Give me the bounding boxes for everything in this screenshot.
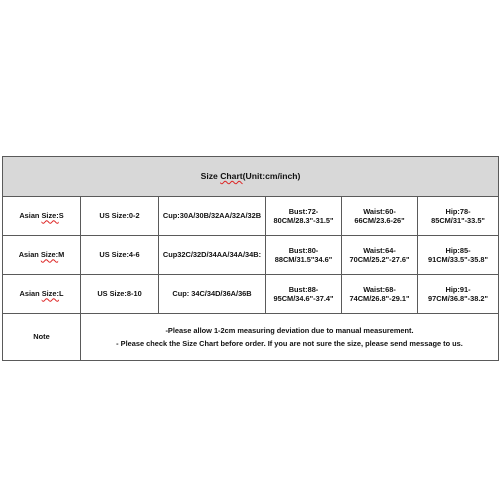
note-line-1: -Please allow 1-2cm measuring deviation due to manual measurement. — [165, 326, 414, 336]
bust-cell: Bust:72-80CM/28.3"-31.5" — [266, 197, 342, 236]
size-row-l — [3, 275, 499, 314]
us-size-cell: US Size:4-6 — [81, 236, 159, 275]
us-size-cell: US Size:8-10 — [81, 275, 159, 314]
bust-cell: Bust:80-88CM/31.5"34.6" — [266, 236, 342, 275]
cup-size-cell: Cup:30A/30B/32AA/32A/32B — [159, 197, 266, 236]
size-row-s — [3, 197, 499, 236]
title-row — [3, 157, 499, 197]
cup-size-cell: Cup32C/32D/34AA/34A/34B: — [159, 236, 266, 275]
note-text — [81, 314, 499, 361]
hip-cell: Hip:91-97CM/36.8"-38.2" — [418, 275, 499, 314]
us-size-cell: US Size:0-2 — [81, 197, 159, 236]
waist-cell: Waist:68-74CM/26.8"-29.1" — [342, 275, 418, 314]
note-line-2: - Please check the Size Chart before order. If you are not sure the size, please send message to us. — [116, 338, 463, 348]
asian-size-cell: Asian Size:S — [3, 197, 81, 236]
waist-cell: Waist:64-70CM/25.2"-27.6" — [342, 236, 418, 275]
hip-cell: Hip:78-85CM/31"-33.5" — [418, 197, 499, 236]
size-chart-table — [2, 156, 499, 361]
note-label: Note — [3, 314, 81, 361]
asian-size-cell: Asian Size:L — [3, 275, 81, 314]
cup-size-cell: Cup: 34C/34D/36A/36B — [159, 275, 266, 314]
note-row — [3, 314, 499, 361]
asian-size-cell: Asian Size:M — [3, 236, 81, 275]
hip-cell: Hip:85-91CM/33.5"-35.8" — [418, 236, 499, 275]
size-row-m — [3, 236, 499, 275]
waist-cell: Waist:60-66CM/23.6-26" — [342, 197, 418, 236]
size-chart-title: Size Chart(Unit:cm/inch) — [3, 157, 499, 197]
bust-cell: Bust:88-95CM/34.6"-37.4" — [266, 275, 342, 314]
